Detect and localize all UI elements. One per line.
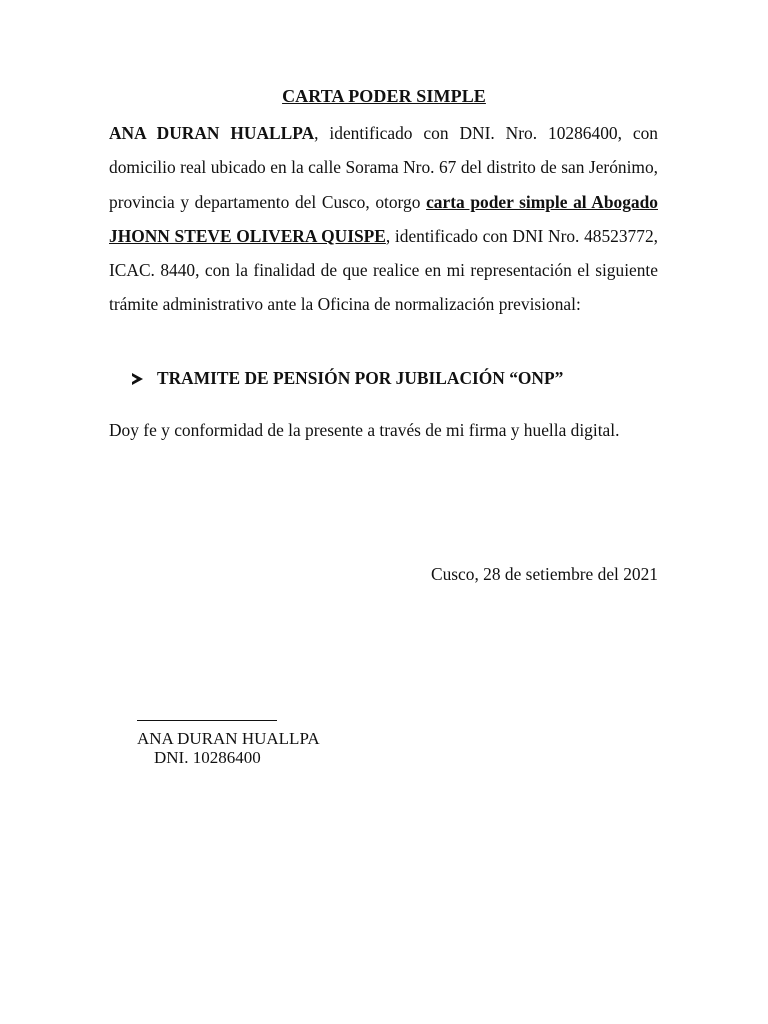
signature-dni: DNI. 10286400 — [154, 748, 261, 767]
grantor-name: ANA DURAN HUALLPA — [109, 123, 315, 143]
date-line: Cusco, 28 de setiembre del 2021 — [431, 564, 658, 584]
signature-name: ANA DURAN HUALLPA — [137, 729, 320, 748]
body-paragraph — [109, 116, 658, 322]
grant-phrase: carta poder simple al Abogado — [426, 191, 658, 212]
body-text-3: , identificado con DNI Nro. 48523772, ICAC. 8440, con la finalidad de que realice en mi representación el siguiente trámite administrativo ante la Oficina de normalización previsional: — [109, 225, 658, 315]
body-text-1: , identificado con DNI. Nro. 10286400, con domicilio real ubicado en la calle Sorama Nro. 67 del distrito de san Jerónimo, provincia y departamento del Cusco, otorgo — [109, 123, 658, 212]
bullet-item-text: TRAMITE DE PENSIÓN POR JUBILACIÓN “ONP” — [157, 368, 564, 388]
document-title: CARTA PODER SIMPLE — [282, 86, 486, 106]
bullet-item — [132, 368, 563, 389]
arrow-bullet-icon — [132, 373, 143, 385]
attorney-name: JHONN STEVE OLIVERA QUISPE — [109, 225, 386, 246]
signature-line — [137, 720, 277, 721]
closing-paragraph: Doy fe y conformidad de la presente a través de mi firma y huella digital. — [109, 420, 620, 440]
